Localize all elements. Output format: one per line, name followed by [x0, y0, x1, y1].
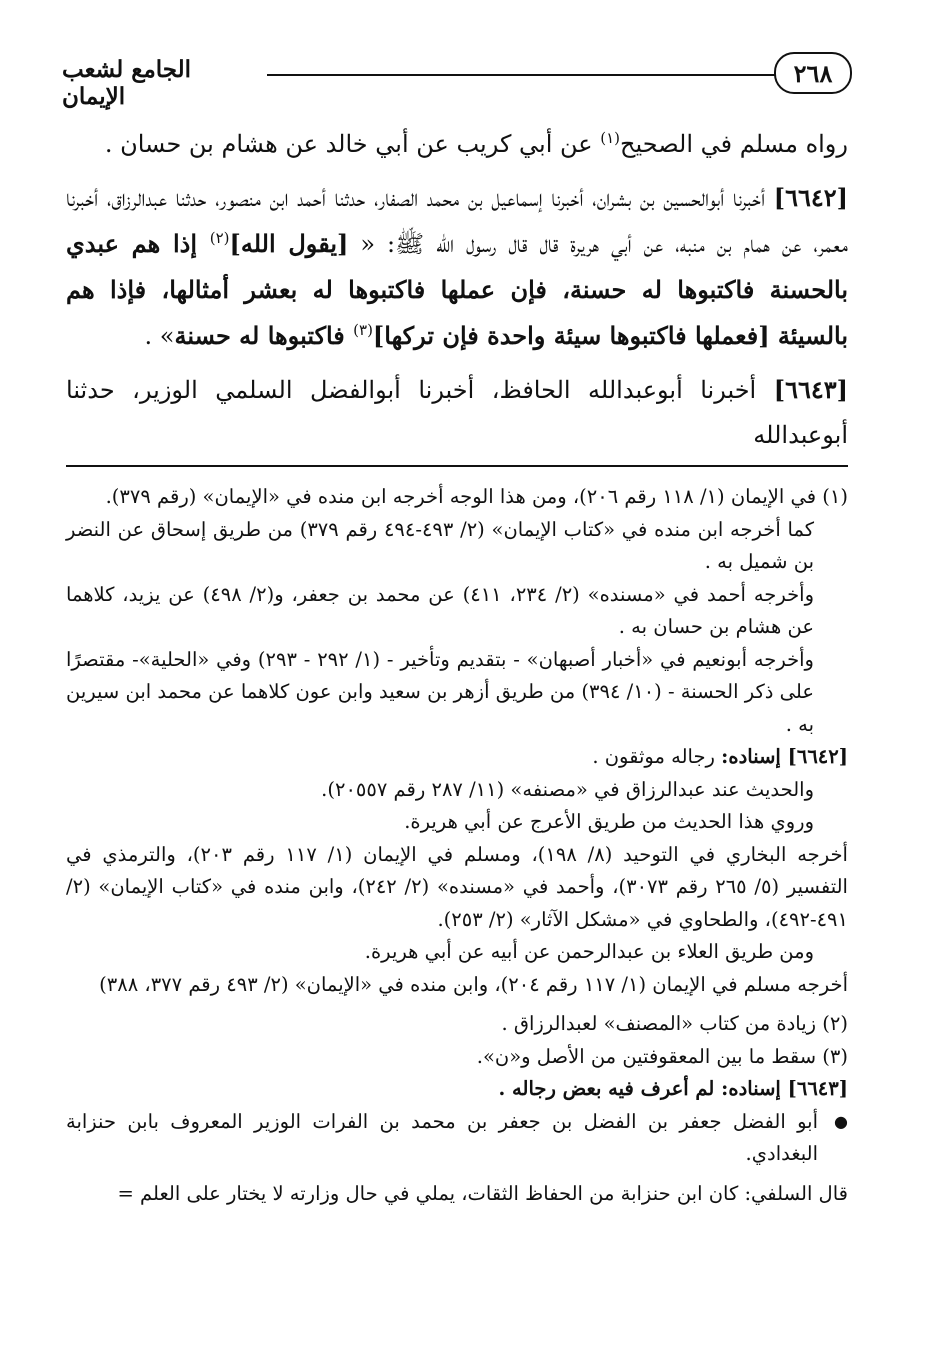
footnote-divider	[66, 465, 848, 467]
note-6642-line-c: أخرجه البخاري في التوحيد (٨/ ١٩٨)، ومسلم في الإيمان (١/ ١١٧ رقم ٢٠٣)، والترمذي في التفسير (٥/ ٢٦٥ رقم ٣٠٧٣)، وأحمد في «مسنده» (٢/ ٢٤٢)، وابن منده في «كتاب الإيمان» (٢/ ٤٩١-٤٩٢)، والطحاوي في «مشكل الآثار» (٢/ ٢٥٣).	[66, 842, 848, 931]
page-header	[62, 48, 852, 110]
bullet-icon: ●	[834, 1111, 848, 1131]
footnote-2: (٢) زيادة من كتاب «المصنف» لعبدالرزاق .	[501, 1012, 848, 1035]
note-6642-line-b: وروي هذا الحديث من طريق الأعرج عن أبي هريرة.	[404, 810, 814, 833]
footnote-ref-1: (١)	[600, 129, 620, 147]
footnote-1-line-c: وأخرجه أبونعيم في «أخبار أصبهان» - بتقديم وتأخير - (١/ ٢٩٢ - ٢٩٣) وفي «الحلية»- مقتصرًا على ذكر الحسنة - (١٠/ ٣٩٤) من طريق أزهر بن سعيد وابن عون كلاهما عن محمد ابن سيرين به .	[66, 647, 814, 736]
note-6642-line-d: ومن طريق العلاء بن عبدالرحمن عن أبيه عن أبي هريرة.	[364, 940, 814, 963]
biography-text: أبو الفضل جعفر بن الفضل بن جعفر بن محمد بن الفرات الوزير المعروف بابن حنزابة البغدادي.	[66, 1109, 818, 1165]
hadith-6642-matn: إذا هم عبدي بالحسنة فاكتبوها له حسنة، فإن عملها فاكتبوها له بعشر أمثالها، فإذا هم بالسيئة [فعملها فاكتبوها سيئة واحدة فإن تركها]	[66, 229, 848, 350]
main-text	[66, 122, 848, 466]
page-number: ٢٦٨	[774, 52, 852, 94]
p1-text-b: عن أبي كريب عن أبي خالد عن هشام بن حسان .	[104, 130, 601, 158]
footnote-ref-2: (٢)	[209, 229, 230, 247]
note-6642-line-a: والحديث عند عبدالرزاق في «مصنفه» (١١/ ٢٨٧ رقم ٢٠٥٥٧).	[321, 777, 814, 801]
hadith-6642-matn-end: فاكتبوها له حسنة	[174, 321, 354, 350]
footnote-1: (١) في الإيمان (١/ ١١٨ رقم ٢٠٦)، ومن هذا الوجه أخرجه ابن منده في «الإيمان» (رقم ٣٧٩).	[105, 485, 848, 508]
hadith-6643	[66, 367, 848, 458]
footnote-3: (٣) سقط ما بين المعقوفتين من الأصل و«ن».	[476, 1044, 848, 1068]
footnote-1-line-b: وأخرجه أحمد في «مسنده» (٢/ ٢٣٤، ٤١١) عن محمد بن جعفر، و(٢/ ٤٩٨) عن يزيد، كلاهما عن هشام بن حسان به .	[66, 582, 814, 638]
footnote-ref-3: (٣)	[353, 321, 373, 339]
paragraph-1	[66, 122, 848, 167]
note-6643-text: لم أعرف فيه بعض رجاله .	[498, 1077, 722, 1100]
silafi-quote: قال السلفي: كان ابن حنزابة من الحفاظ الثقات، يملي في حال وزارته لا يختار على العلم =	[117, 1181, 848, 1205]
hadith-6642-close: » .	[144, 322, 175, 350]
note-6642-text: رجاله موثقون .	[592, 745, 722, 768]
footnote-1-line-a: كما أخرجه ابن منده في «كتاب الإيمان» (٢/ ٤٩٣-٤٩٤ رقم ٣٧٩) من طريق إسحاق عن النضر بن شميل به .	[66, 517, 814, 573]
note-6642-label: [٦٦٤٢] إسناده:	[721, 745, 848, 768]
hadith-6642-isnad: أخبرنا أبوالحسين بن بشران، أخبرنا إسماعيل بن محمد الصفار، حدثنا أحمد ابن منصور، حدثنا عبدالرزاق، أخبرنا معمر، عن همام بن منبه، عن أبي هريرة قال قال رسول الله ﷺ: «	[66, 184, 848, 258]
note-6642-line-e: أخرجه مسلم في الإيمان (١/ ١١٧ رقم ٢٠٤)، وابن منده في «الإيمان» (٢/ ٤٩٣ رقم ٣٧٧، ٣٨٨)	[99, 972, 848, 996]
note-6642	[66, 741, 848, 774]
biography-item	[66, 1106, 848, 1171]
footnotes	[66, 481, 848, 1210]
book-title: الجامع لشعب الإيمان	[62, 56, 192, 110]
note-6643-label: [٦٦٤٣] إسناده:	[721, 1077, 848, 1100]
hadith-6642-bold-1: [يقول الله]	[229, 229, 349, 258]
note-6643	[66, 1073, 848, 1106]
hadith-6642	[66, 175, 848, 359]
hadith-number-6642: [٦٦٤٢]	[773, 183, 848, 212]
header-rule	[267, 74, 776, 76]
hadith-number-6643: [٦٦٤٣]	[773, 375, 848, 404]
hadith-6643-isnad: أخبرنا أبوعبدالله الحافظ، أخبرنا أبوالفضل السلمي الوزير، حدثنا أبوعبدالله	[66, 376, 848, 449]
p1-text-a: رواه مسلم في الصحيح	[620, 130, 848, 158]
